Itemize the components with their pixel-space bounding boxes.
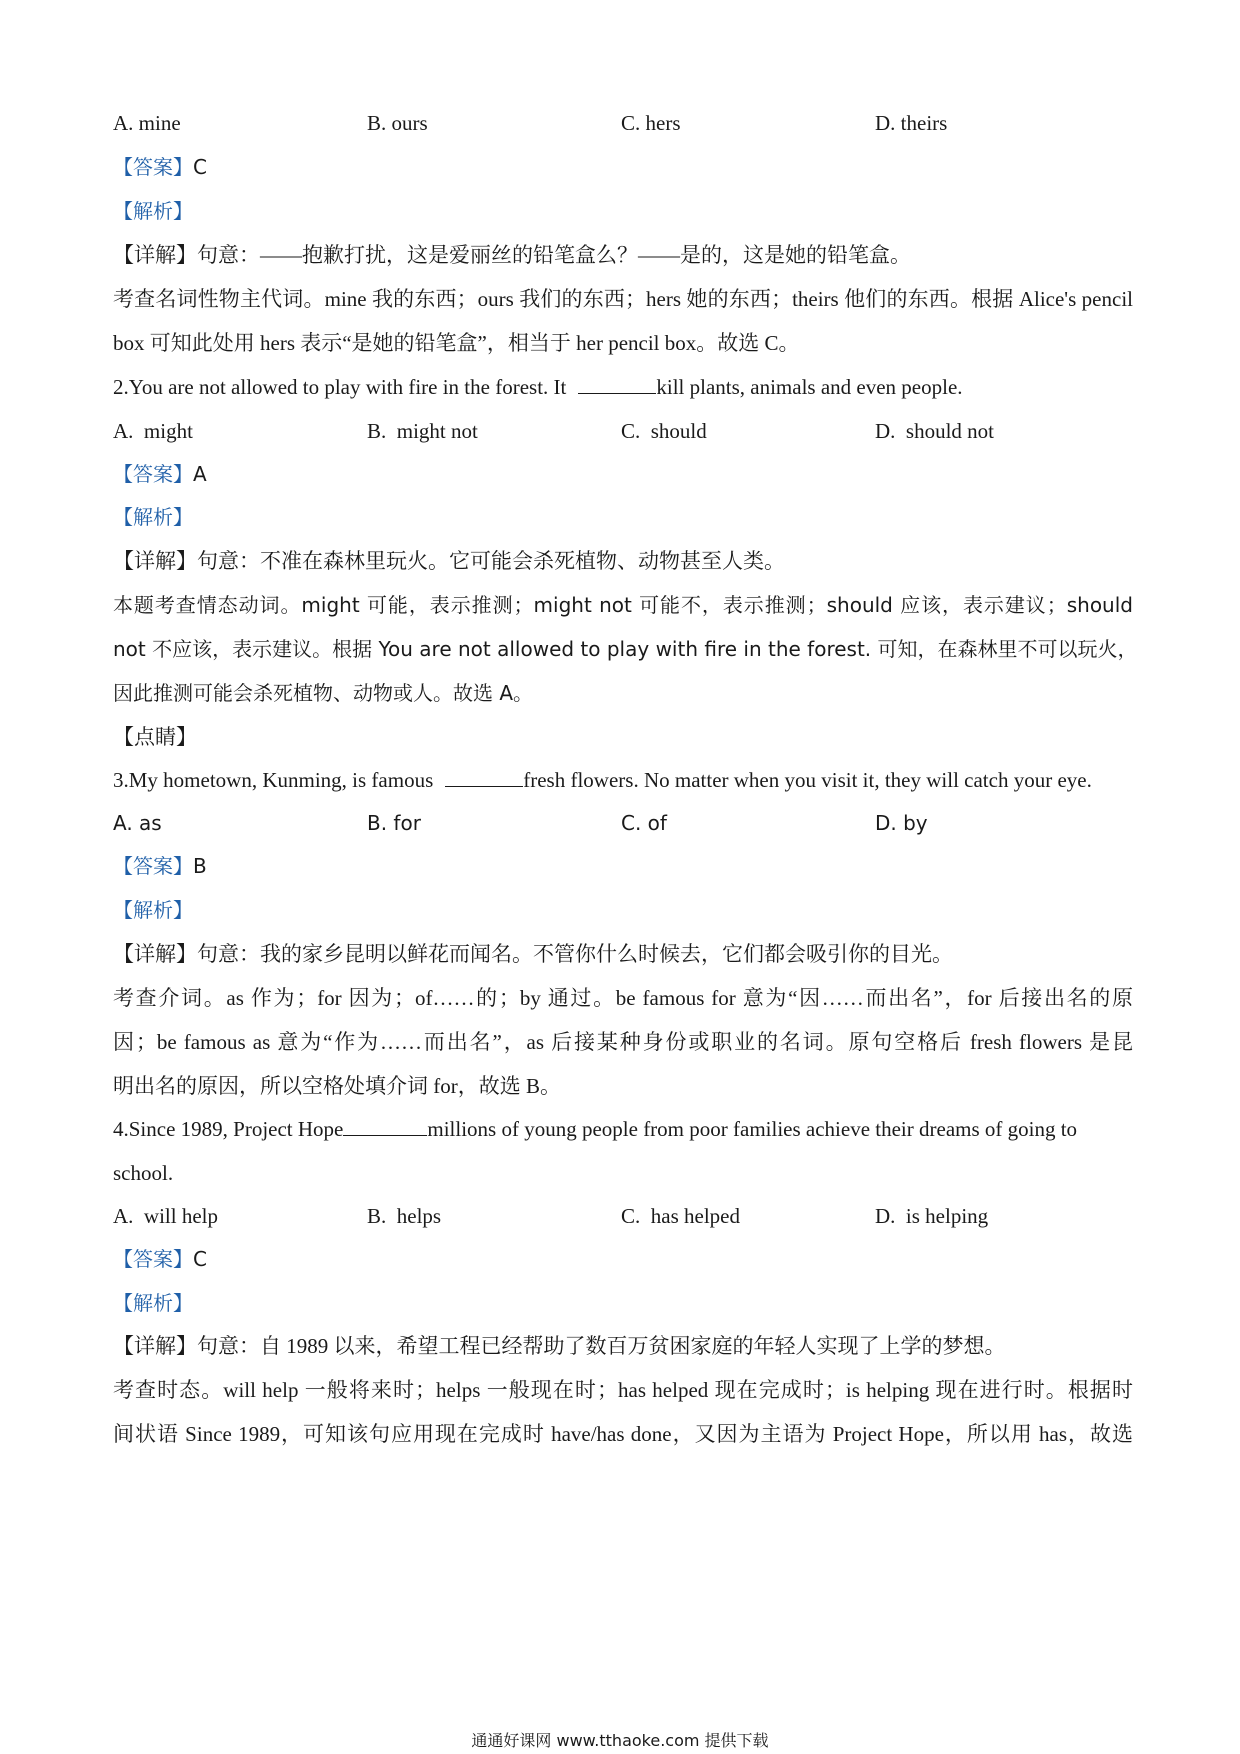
q2-point-heading: 【点睛】 bbox=[113, 725, 197, 749]
answer-tag: 【答案】 bbox=[113, 854, 193, 878]
q3-explain-line-3: 明出名的原因，所以空格处填介词 for，故选 B。 bbox=[113, 1074, 561, 1098]
q3-option-d: D. by bbox=[875, 811, 928, 835]
q3-answer bbox=[113, 851, 1133, 881]
q3-explain-line-2: 因；be famous as 意为“作为……而出名”，as 后接某种身份或职业的名词。原句空格后 fresh flowers 是昆 bbox=[113, 1030, 1133, 1054]
answer-value: A bbox=[193, 462, 207, 486]
q4-blank bbox=[343, 1115, 427, 1136]
q2-analysis-heading bbox=[113, 502, 1133, 532]
detail-tag: 【详解】 bbox=[113, 549, 197, 573]
q1-option-a: A. mine bbox=[113, 111, 181, 135]
detail-tag: 【详解】 bbox=[113, 243, 197, 267]
q1-analysis-heading bbox=[113, 196, 1133, 226]
q2-option-c: C. should bbox=[621, 419, 707, 443]
q3-stem bbox=[113, 765, 1133, 795]
q4-answer bbox=[113, 1244, 1133, 1274]
q2-stem bbox=[113, 372, 1133, 402]
q2-stem-before: 2.You are not allowed to play with fire in the forest. It bbox=[113, 375, 567, 399]
q2-option-a: A. might bbox=[113, 419, 193, 443]
analysis-tag: 【解析】 bbox=[113, 1291, 193, 1315]
q1-option-d: D. theirs bbox=[875, 111, 948, 135]
q3-option-a: A. as bbox=[113, 811, 162, 835]
q1-answer bbox=[113, 152, 1133, 182]
answer-value: C bbox=[193, 155, 207, 179]
answer-tag: 【答案】 bbox=[113, 462, 193, 486]
q2-explain-line-2: not 不应该，表示建议。根据 You are not allowed to play with fire in the forest. 可知，在森林里不可以玩火， bbox=[113, 637, 1138, 661]
q3-analysis-heading bbox=[113, 895, 1133, 925]
q4-stem-before: 4.Since 1989, Project Hope bbox=[113, 1117, 344, 1141]
q4-option-d: D. is helping bbox=[875, 1204, 989, 1228]
q2-answer bbox=[113, 459, 1133, 489]
q4-stem-after: millions of young people from poor families achieve their dreams of going to bbox=[427, 1117, 1078, 1141]
detail-text: 句意：——抱歉打扰，这是爱丽丝的铅笔盒么？——是的，这是她的铅笔盒。 bbox=[197, 243, 911, 267]
q3-detail bbox=[113, 939, 1133, 969]
q2-option-d: D. should not bbox=[875, 419, 995, 443]
q1-detail bbox=[113, 240, 1133, 270]
answer-value: C bbox=[193, 1247, 207, 1271]
q3-option-b: B. for bbox=[367, 811, 421, 835]
q4-option-a: A. will help bbox=[113, 1204, 218, 1228]
q4-explain-line-1: 考查时态。will help 一般将来时；helps 一般现在时；has helped 现在完成时；is helping 现在进行时。根据时 bbox=[113, 1378, 1133, 1402]
q4-stem bbox=[113, 1114, 1133, 1144]
q4-analysis-heading bbox=[113, 1288, 1133, 1318]
q3-stem-before: 3.My hometown, Kunming, is famous bbox=[113, 768, 434, 792]
answer-value: B bbox=[193, 854, 207, 878]
q1-option-b: B. ours bbox=[367, 111, 428, 135]
detail-text: 句意：自 1989 以来，希望工程已经帮助了数百万贫困家庭的年轻人实现了上学的梦想。 bbox=[197, 1334, 1006, 1358]
q4-explain-line-2: 间状语 Since 1989，可知该句应用现在完成时 have/has done，又因为主语为 Project Hope，所以用 has，故选 bbox=[113, 1422, 1133, 1446]
q4-detail bbox=[113, 1331, 1133, 1361]
detail-tag: 【详解】 bbox=[113, 942, 197, 966]
q4-stem-line-2: school. bbox=[113, 1161, 174, 1185]
detail-text: 句意：不准在森林里玩火。它可能会杀死植物、动物甚至人类。 bbox=[197, 549, 785, 573]
q2-blank bbox=[578, 373, 656, 394]
q1-option-c: C. hers bbox=[621, 111, 681, 135]
q1-explain-line-1: 考查名词性物主代词。mine 我的东西；ours 我们的东西；hers 她的东西；theirs 他们的东西。根据 Alice's pencil bbox=[113, 287, 1133, 311]
q3-explain-line-1: 考查介词。as 作为；for 因为；of……的；by 通过。be famous for 意为“因……而出名”，for 后接出名的原 bbox=[113, 986, 1133, 1010]
q2-option-b: B. might not bbox=[367, 419, 478, 443]
analysis-tag: 【解析】 bbox=[113, 199, 193, 223]
q2-stem-after: kill plants, animals and even people. bbox=[656, 375, 963, 399]
q4-option-b: B. helps bbox=[367, 1204, 442, 1228]
q1-explain-line-2: box 可知此处用 hers 表示“是她的铅笔盒”，相当于 her pencil box。故选 C。 bbox=[113, 331, 800, 355]
answer-tag: 【答案】 bbox=[113, 155, 193, 179]
q4-option-c: C. has helped bbox=[621, 1204, 740, 1228]
detail-tag: 【详解】 bbox=[113, 1334, 197, 1358]
q2-explain-line-1: 本题考查情态动词。might 可能，表示推测；might not 可能不，表示推测；should 应该，表示建议；should bbox=[113, 593, 1133, 617]
q3-stem-after: fresh flowers. No matter when you visit it, they will catch your eye. bbox=[523, 768, 1092, 792]
q2-detail bbox=[113, 546, 1133, 576]
page-footer: 通通好课网 www.tthaoke.com 提供下载 bbox=[471, 1731, 769, 1750]
q3-blank bbox=[445, 766, 523, 787]
q3-option-c: C. of bbox=[621, 811, 667, 835]
analysis-tag: 【解析】 bbox=[113, 898, 193, 922]
detail-text: 句意：我的家乡昆明以鲜花而闻名。不管你什么时候去，它们都会吸引你的目光。 bbox=[197, 942, 953, 966]
analysis-tag: 【解析】 bbox=[113, 505, 193, 529]
q2-explain-line-3: 因此推测可能会杀死植物、动物或人。故选 A。 bbox=[113, 681, 534, 705]
answer-tag: 【答案】 bbox=[113, 1247, 193, 1271]
